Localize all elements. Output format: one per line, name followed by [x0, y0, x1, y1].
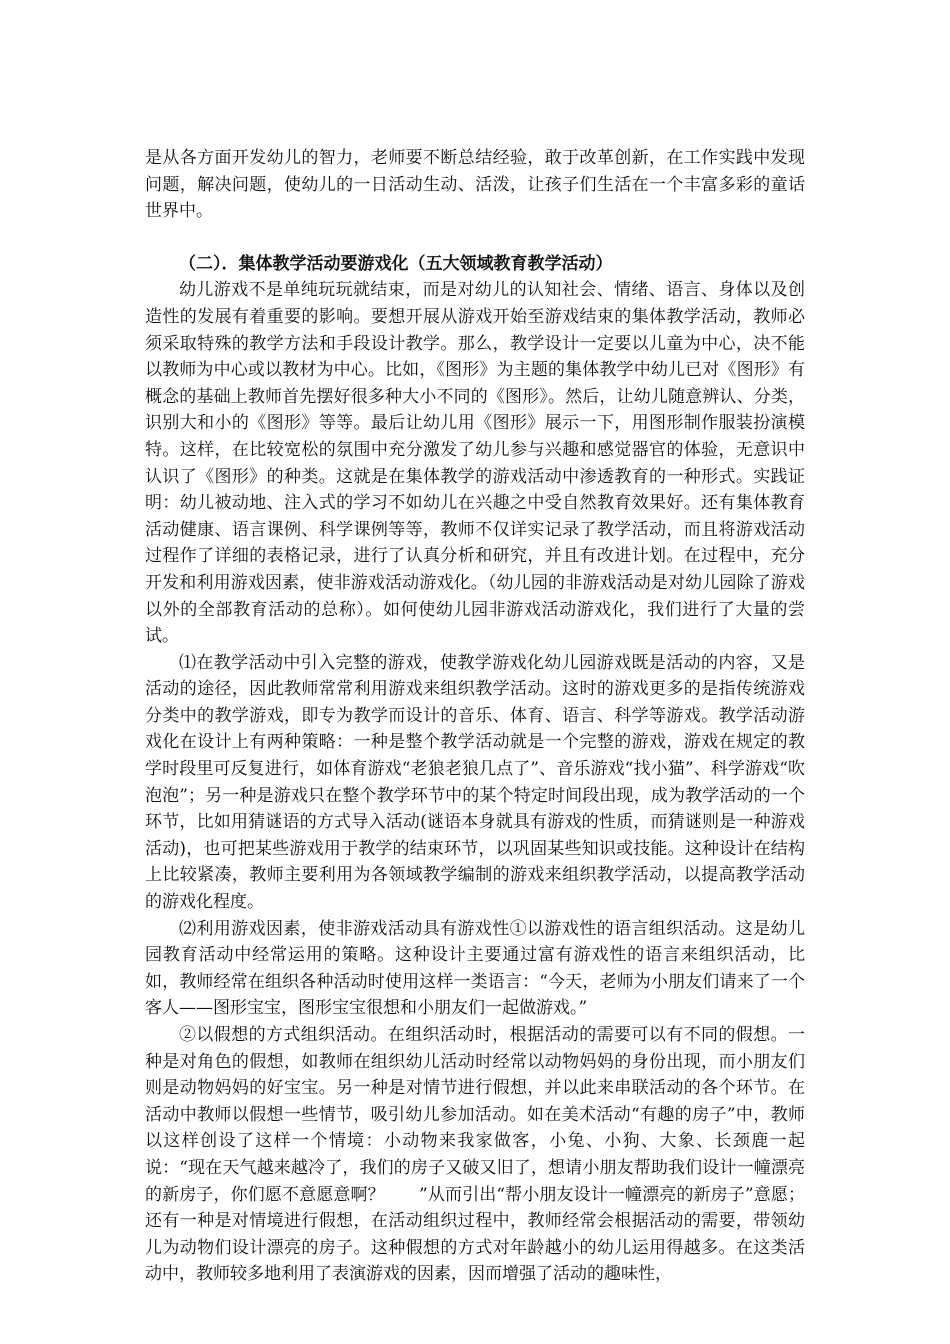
body-paragraph: ②以假想的方式组织活动。在组织活动时，根据活动的需要可以有不同的假想。一种是对角色的假想，如教师在组织幼儿活动时经常以动物妈妈的身份出现，而小朋友们则是动物妈妈的好宝宝。另一种是对情节进行假想，并以此来串联活动的各个环节。在活动中教师以假想一些情节，吸引幼儿参加活动。如在美术活动“有趣的房子”中，教师以这样创设了这样一个情境：小动物来我家做客，小兔、小狗、大象、长颈鹿一起说：“现在天气越来越冷了，我们的房子又破又旧了，想请小朋友帮助我们设计一幢漂亮的新房子，你们愿不意愿意啊？ ”从而引出“帮小朋友设计一幢漂亮的新房子”意愿；还有一种是对情境进行假想，在活动组织过程中，教师经常会根据活动的需要，带领幼儿为动物们设计漂亮的房子。这种假想的方式对年龄越小的幼儿运用得越多。在这类活动中，教师较多地利用了表演游戏的因素，因而增强了活动的趣味性，: [145, 1025, 805, 1285]
body-paragraph: ⑵利用游戏因素，使非游戏活动具有游戏性①以游戏性的语言组织活动。这是幼儿园教育活动中经常运用的策略。这种设计主要通过富有游戏性的语言来组织活动，比如，教师经常在组织各种活动时使用这样一类语言：“今天，老师为小朋友们请来了一个客人——图形宝宝，图形宝宝很想和小朋友们一起做游戏。”: [145, 918, 805, 1019]
body-paragraph: 幼儿游戏不是单纯玩玩就结束，而是对幼儿的认知社会、情绪、语言、身体以及创造性的发展有着重要的影响。要想开展从游戏开始至游戏结束的集体教学活动，教师必须采取特殊的教学方法和手段设计教学。那么，教学设计一定要以儿童为中心，决不能以教师为中心或以教材为中心。比如，《图形》为主题的集体教学中幼儿已对《图形》有概念的基础上教师首先摆好很多种大小不同的《图形》。然后，让幼儿随意辨认、分类，识别大和小的《图形》等等。最后让幼儿用《图形》展示一下，用图形制作服装扮演模特。这样，在比较宽松的氛围中充分激发了幼儿参与兴趣和感觉器官的体验，无意识中认识了《图形》的种类。这就是在集体教学的游戏活动中渗透教育的一种形式。实践证明：幼儿被动地、注入式的学习不如幼儿在兴趣之中受自然教育效果好。还有集体教育活动健康、语言课例、科学课例等等，教师不仅详实记录了教学活动，而且将游戏活动过程作了详细的表格记录，进行了认真分析和研究，并且有改进计划。在过程中，充分开发和利用游戏因素，使非游戏活动游戏化。（幼儿园的非游戏活动是对幼儿园除了游戏以外的全部教育活动的总称）。如何使幼儿园非游戏活动游戏化，我们进行了大量的尝试。: [145, 280, 805, 647]
intro-paragraph: 是从各方面开发幼儿的智力，老师要不断总结经验，敢于改革创新，在工作实践中发现问题，解决问题，使幼儿的一日活动生动、活泼，让孩子们生活在一个丰富多彩的童话世界中。: [145, 148, 805, 222]
document-body: [145, 145, 805, 1288]
body-paragraph: ⑴在教学活动中引入完整的游戏，使教学游戏化幼儿园游戏既是活动的内容，又是活动的途径，因此教师常常利用游戏来组织教学活动。这时的游戏更多的是指传统游戏分类中的教学游戏，即专为教学而设计的音乐、体育、语言、科学等游戏。教学活动游戏化在设计上有两种策略：一种是整个教学活动就是一个完整的游戏，游戏在规定的教学时段里可反复进行，如体育游戏“老狼老狼几点了”、音乐游戏“找小猫”、科学游戏“吹泡泡”；另一种是游戏只在整个教学环节中的某个特定时间段出现，成为教学活动的一个环节，比如用猜谜语的方式导入活动(谜语本身就具有游戏的性质，而猜谜则是一种游戏活动)，也可把某些游戏用于教学的结束环节，以巩固某些知识或技能。这种设计在结构上比较紧凑，教师主要利用为各领域教学编制的游戏来组织教学活动，以提高教学活动的游戏化程度。: [145, 652, 805, 913]
section-heading: （二）．集体教学活动要游戏化（五大领域教育教学活动）: [179, 253, 613, 274]
paragraph-gap: [145, 225, 805, 251]
